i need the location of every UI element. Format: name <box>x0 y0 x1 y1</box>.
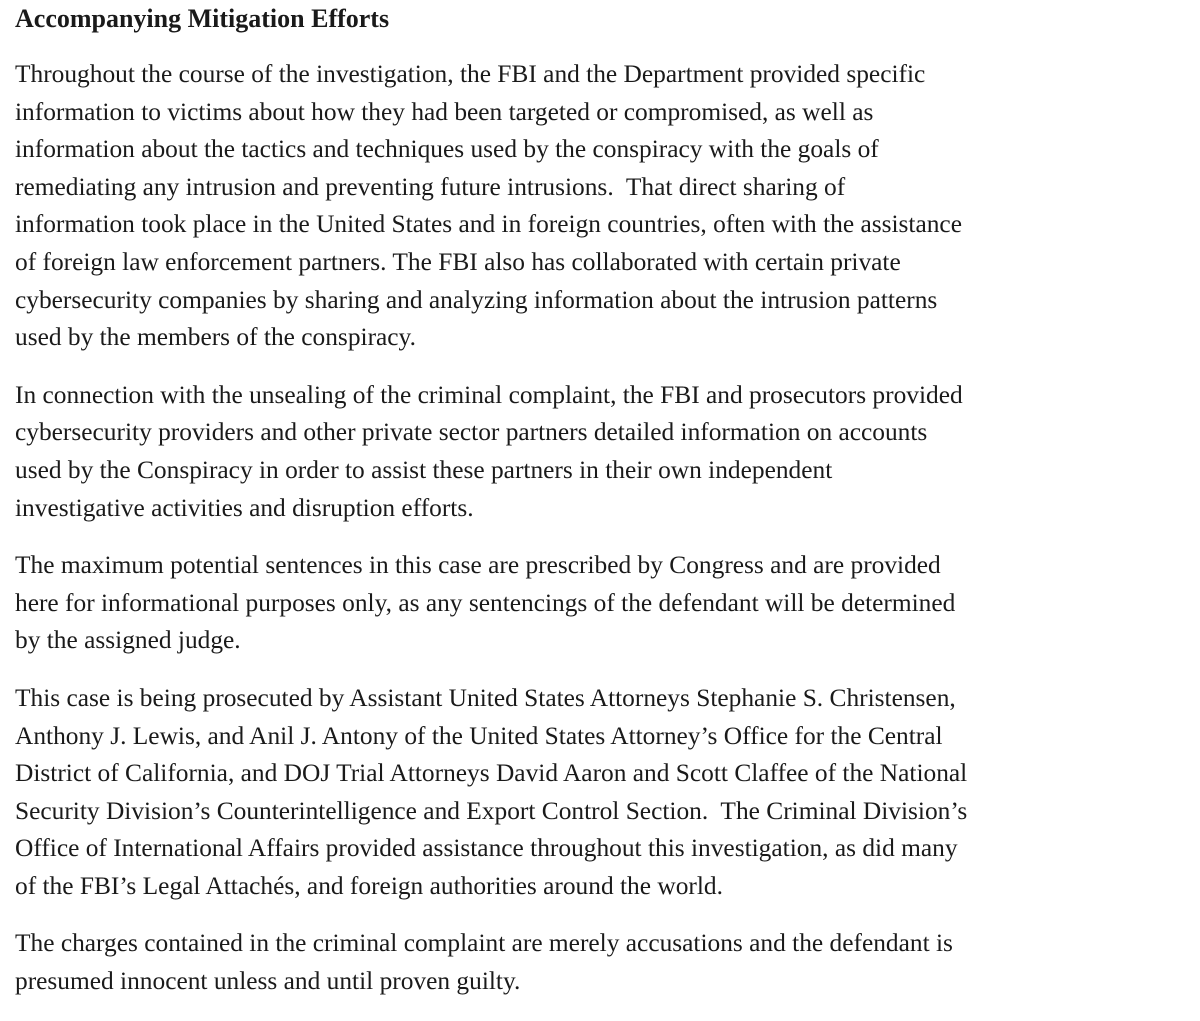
paragraph-line: Office of International Affairs provided assistance throughout this investigation, as did many <box>15 834 958 863</box>
paragraph-line: District of California, and DOJ Trial Attorneys David Aaron and Scott Claffee of the National <box>15 759 968 788</box>
paragraph-line: The charges contained in the criminal complaint are merely accusations and the defendant is <box>15 929 953 958</box>
paragraph-line: This case is being prosecuted by Assistant United States Attorneys Stephanie S. Christensen, <box>15 683 956 712</box>
paragraph-charges <box>15 925 1197 1000</box>
paragraph-line: remediating any intrusion and preventing future intrusions. That direct sharing of <box>15 172 846 201</box>
paragraph-line: Throughout the course of the investigation, the FBI and the Department provided specific <box>15 60 926 88</box>
paragraph-sentences <box>15 547 1197 660</box>
paragraph-line: of the FBI’s Legal Attachés, and foreign authorities around the world. <box>15 871 723 900</box>
paragraph-line: The maximum potential sentences in this case are prescribed by Congress and are provided <box>15 551 941 580</box>
paragraph-unsealing <box>15 377 1197 527</box>
paragraph-line: of foreign law enforcement partners. The FBI also has collaborated with certain private <box>15 247 901 276</box>
paragraph-line: investigative activities and disruption efforts. <box>15 493 474 522</box>
paragraph-line: Security Division’s Counterintelligence and Export Control Section. The Criminal Division’s <box>15 796 968 825</box>
paragraph-line: information to victims about how they had been targeted or compromised, as well as <box>15 97 874 126</box>
paragraph-line: Anthony J. Lewis, and Anil J. Antony of the United States Attorney’s Office for the Central <box>15 721 943 750</box>
paragraph-prosecution <box>15 680 1197 906</box>
paragraph-line: used by the Conspiracy in order to assist these partners in their own independent <box>15 455 833 484</box>
paragraph-line: information about the tactics and techniques used by the conspiracy with the goals of <box>15 135 879 164</box>
paragraph-mitigation <box>15 56 1197 357</box>
paragraph-line: cybersecurity companies by sharing and analyzing information about the intrusion patterns <box>15 285 938 314</box>
paragraph-line: used by the members of the conspiracy. <box>15 323 416 352</box>
paragraph-line: presumed innocent unless and until proven guilty. <box>15 967 521 996</box>
paragraph-line: here for informational purposes only, as any sentencings of the defendant will be determined <box>15 588 956 617</box>
paragraph-line: cybersecurity providers and other private sector partners detailed information on accounts <box>15 418 928 447</box>
paragraph-line: In connection with the unsealing of the criminal complaint, the FBI and prosecutors provided <box>15 380 963 409</box>
paragraph-line: by the assigned judge. <box>15 626 241 655</box>
paragraph-line: information took place in the United States and in foreign countries, often with the assistance <box>15 210 962 239</box>
section-heading: Accompanying Mitigation Efforts <box>15 4 390 33</box>
document-body <box>15 0 1197 1021</box>
